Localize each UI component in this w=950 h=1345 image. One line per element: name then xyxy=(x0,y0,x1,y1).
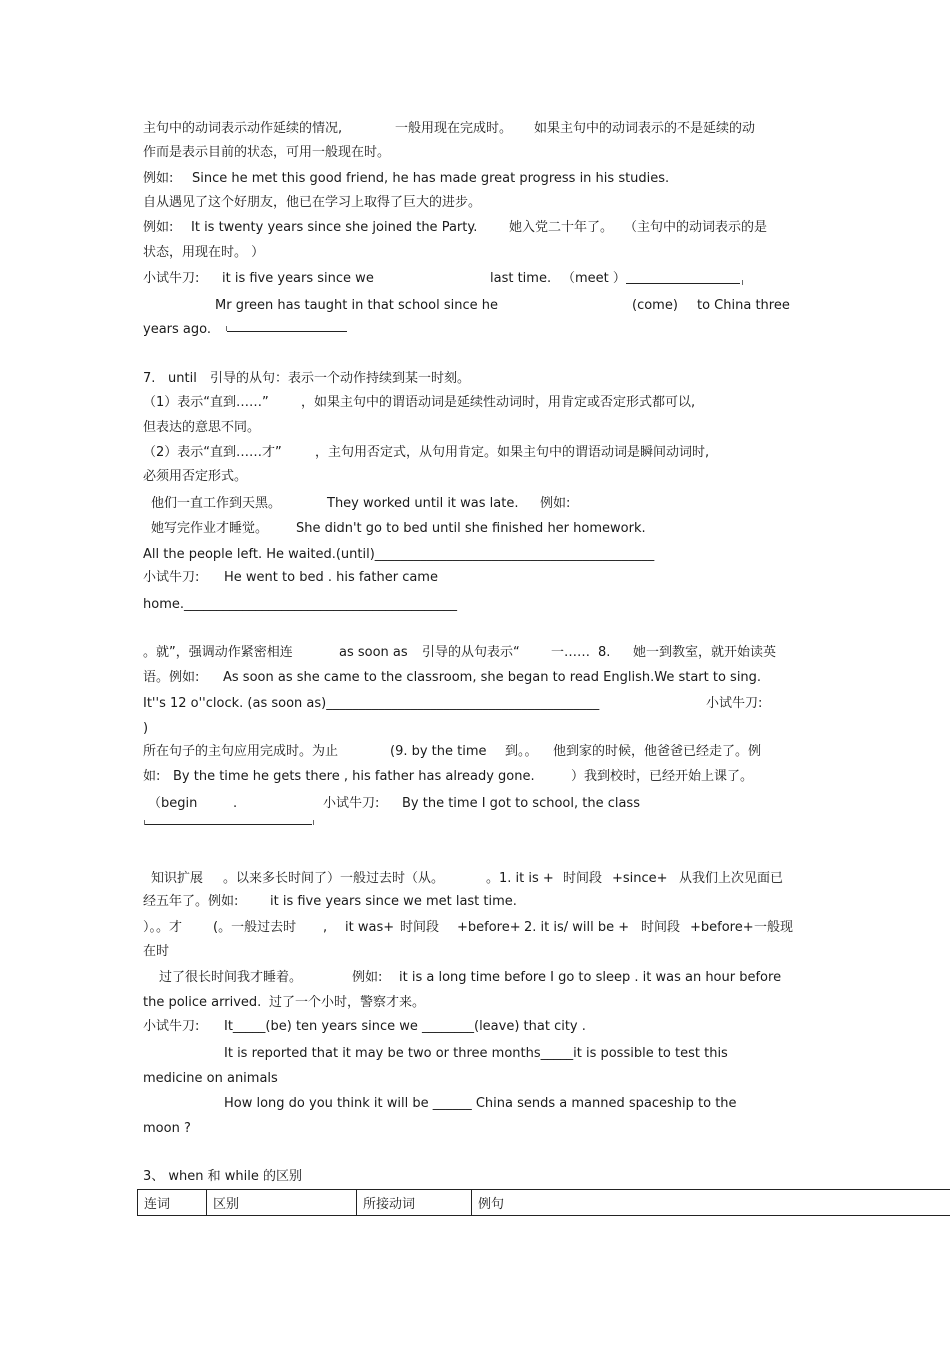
practice-question: last time. xyxy=(490,271,552,286)
rule-text: 时间段 xyxy=(400,920,440,935)
rule-text: （1）表示“直到……” xyxy=(143,395,269,410)
practice-question: Mr green has taught in that school since he xyxy=(215,298,498,313)
comparison-table xyxy=(137,1189,950,1216)
rule-text: 她一到教室，就开始读英 xyxy=(633,645,777,660)
table-header-row xyxy=(138,1190,950,1216)
rule-text: 时间段 xyxy=(563,871,603,886)
section-keyword: as soon as xyxy=(339,645,408,660)
example-label: 如: xyxy=(143,769,161,784)
column-header: 所接动词 xyxy=(357,1190,472,1216)
example-english: As soon as she came to the classroom, she began to read English.We start to sing. xyxy=(223,670,762,685)
practice-question: It_____(be) ten years since we ________(leave) that city . xyxy=(224,1019,586,1034)
example-chinese: 自从遇见了这个好朋友，他已在学习上取得了巨大的进步。 xyxy=(143,195,482,210)
drill-question: All the people left. He waited.(until)___________________________________________ xyxy=(143,547,655,562)
rule-text: ，主句用否定式，从句用肯定。如果主句中的谓语动词是瞬间动词时, xyxy=(315,445,710,460)
practice-question: How long do you think it will be ______ China sends a manned spaceship to the xyxy=(224,1096,737,1111)
rule-text: , xyxy=(323,920,328,935)
practice-question: home.__________________________________________ xyxy=(143,597,457,612)
example-chinese: 他们一直工作到天黑。 xyxy=(151,496,282,511)
rule-text: . xyxy=(233,796,238,811)
practice-hint: （meet ） xyxy=(562,271,626,286)
practice-label: 小试牛刀: xyxy=(706,696,763,711)
rule-text: +before+ xyxy=(690,920,754,935)
rule-text: 一般现 xyxy=(754,920,794,935)
example-label: 经五年了。例如: xyxy=(143,894,239,909)
practice-question: He went to bed . his father came xyxy=(224,570,438,585)
margin-mark xyxy=(742,280,743,285)
example-label: 语。例如: xyxy=(143,670,200,685)
section-number: 8. xyxy=(598,645,611,660)
answer-blank[interactable] xyxy=(227,331,347,332)
answer-blank[interactable] xyxy=(626,283,740,284)
example-chinese: 过了很长时间我才睡着。 xyxy=(159,970,303,985)
example-english: She didn't go to bed until she finished her homework. xyxy=(296,521,646,536)
practice-label: 小试牛刀: xyxy=(323,796,380,811)
example-english: it is a long time before I go to sleep . it was an hour before xyxy=(399,970,782,985)
rule-text: (。一般过去时 xyxy=(213,920,297,935)
rule-text: 到。。 xyxy=(505,744,538,759)
practice-hint: (come) xyxy=(632,298,678,313)
example-label: 例如: xyxy=(143,220,174,235)
section-keyword: (9. by the time xyxy=(390,744,487,759)
practice-label: 小试牛刀: xyxy=(143,271,200,286)
drill-question: It''s 12 o''clock. (as soon as)__________________________________________ xyxy=(143,696,600,711)
rule-text: 从我们上次见面已 xyxy=(679,871,784,886)
example-english: They worked until it was late. xyxy=(327,496,519,511)
rule-text: 在时 xyxy=(143,944,170,959)
para-text: 主句中的动词表示动作延续的情况, xyxy=(143,121,343,136)
example-english: By the time he gets there , his father has already gone. xyxy=(173,769,535,784)
column-header: 区别 xyxy=(207,1190,357,1216)
practice-question: By the time I got to school, the class xyxy=(402,796,640,811)
rule-text: 所在句子的主句应用完成时。为止 xyxy=(143,744,339,759)
column-header: 连词 xyxy=(138,1190,207,1216)
example-chinese: 她写完作业才睡觉。 xyxy=(151,521,269,536)
rule-text: 。以来多长时间了）一般过去时（从。 xyxy=(223,871,445,886)
rule-text: 但表达的意思不同。 xyxy=(143,420,261,435)
practice-label: 小试牛刀: xyxy=(143,570,200,585)
example-english: Since he met this good friend, he has made great progress in his studies. xyxy=(192,171,670,186)
para-text: 作而是表示目前的状态，可用一般现在时。 xyxy=(143,145,391,160)
rule-text: 。就”，强调动作紧密相连 xyxy=(143,645,293,660)
para-text: 一般用现在完成时。 xyxy=(395,121,513,136)
example-label: 例如: xyxy=(352,970,383,985)
section-keyword: until xyxy=(168,371,197,386)
example-label: 例如: xyxy=(540,496,571,511)
rule-text: 必须用否定形式。 xyxy=(143,469,248,484)
example-english: It is twenty years since she joined the Party. xyxy=(191,220,478,235)
grammar-note: 状态，用现在时。 ） xyxy=(143,245,265,260)
example-english: it is five years since we met last time. xyxy=(270,894,517,909)
rule-text: it was+ xyxy=(345,920,395,935)
example-english: the police arrived. xyxy=(143,995,262,1010)
rule-text: 引导的从句表示“ xyxy=(422,645,520,660)
section-number: 7. xyxy=(143,371,156,386)
rule-text: ，如果主句中的谓语动词是延续性动词时，用肯定或否定形式都可以, xyxy=(301,395,696,410)
practice-label: 小试牛刀: xyxy=(143,1019,200,1034)
rule-text: 。1. it is + xyxy=(486,871,554,886)
practice-question: It is reported that it may be two or three months_____it is possible to test this xyxy=(224,1046,728,1061)
rule-text: 他到家的时候，他爸爸已经走了。例 xyxy=(553,744,762,759)
section-heading: 引导的从句：表示一个动作持续到某一时刻。 xyxy=(210,371,471,386)
example-chinese: 过了一个小时，警察才来。 xyxy=(269,995,426,1010)
practice-hint: （begin xyxy=(148,796,198,811)
section-heading: 3、 when 和 while 的区别 xyxy=(143,1169,303,1184)
rule-text: 时间段 xyxy=(641,920,681,935)
rule-text: +since+ xyxy=(612,871,668,886)
column-header: 例句 xyxy=(472,1190,950,1216)
example-chinese: ）我到校时，已经开始上课了。 xyxy=(571,769,754,784)
rule-text: 一…… xyxy=(551,645,591,660)
example-chinese: 她入党二十年了。 xyxy=(509,220,614,235)
answer-blank[interactable] xyxy=(145,824,312,825)
margin-mark xyxy=(313,820,314,825)
practice-question: moon ? xyxy=(143,1121,191,1136)
practice-question: years ago. xyxy=(143,322,211,337)
practice-question: it is five years since we xyxy=(222,271,374,286)
rule-text: ）。。才 xyxy=(143,920,183,935)
practice-question: to China three xyxy=(697,298,790,313)
para-text: 如果主句中的动词表示的不是延续的动 xyxy=(534,121,756,136)
rule-text: +before+ xyxy=(457,920,521,935)
rule-text: ) xyxy=(143,721,149,736)
practice-question: medicine on animals xyxy=(143,1071,278,1086)
example-label: 例如: xyxy=(143,171,174,186)
rule-text: 2. it is/ will be + xyxy=(524,920,630,935)
grammar-note: （主句中的动词表示的是 xyxy=(624,220,768,235)
rule-text: （2）表示“直到……才” xyxy=(143,445,282,460)
section-heading: 知识扩展 xyxy=(151,871,204,886)
